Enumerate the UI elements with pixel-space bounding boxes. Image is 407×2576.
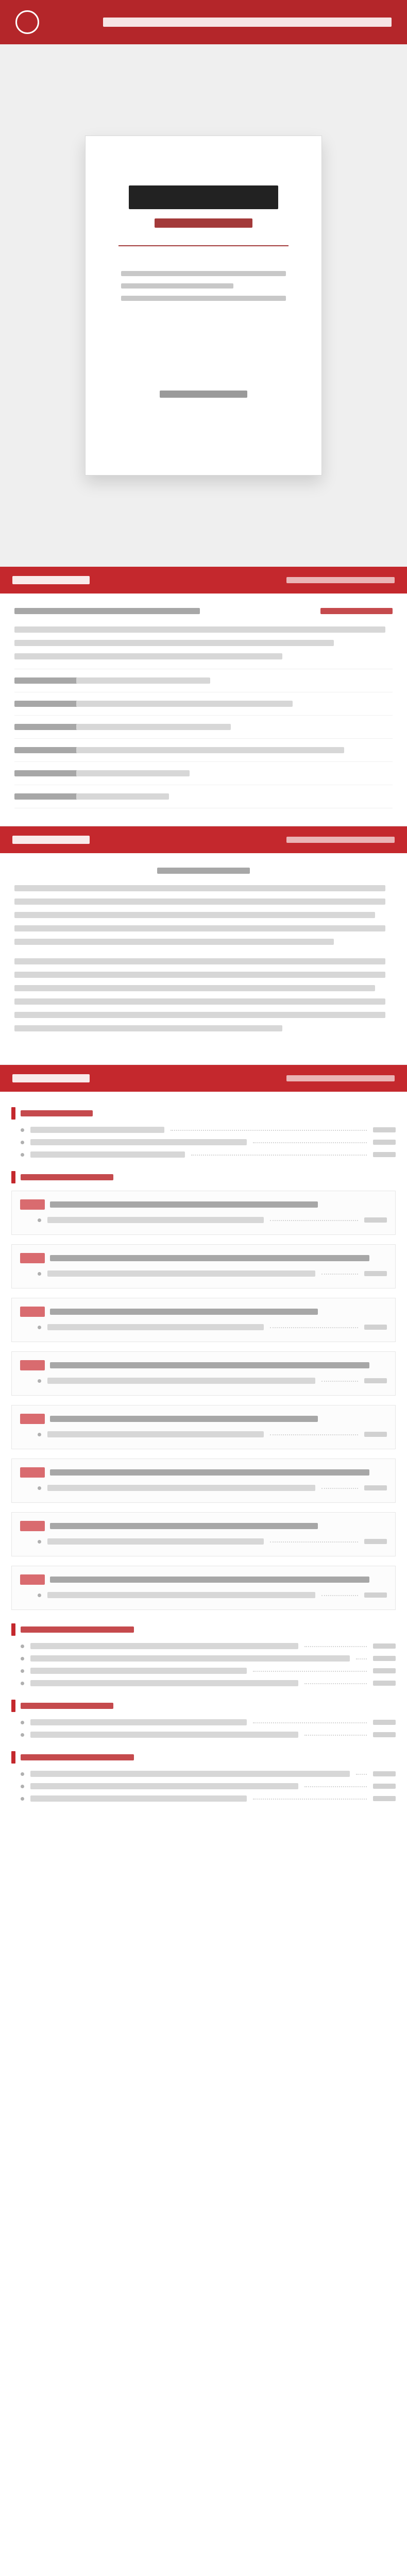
toc-section-title-placeholder [21, 1754, 134, 1760]
toc-page-placeholder [373, 1668, 396, 1673]
case-head [20, 1360, 387, 1370]
bullet-icon [21, 1657, 24, 1660]
bullet-icon [21, 1797, 24, 1801]
toc-page-placeholder [373, 1152, 396, 1157]
info-text-placeholder [14, 626, 385, 633]
toc-item-placeholder [30, 1732, 298, 1738]
case-head [20, 1307, 387, 1317]
case-head [20, 1199, 387, 1210]
toc-row [20, 1538, 387, 1545]
case-badge [20, 1253, 45, 1263]
toc-item-placeholder [30, 1139, 247, 1145]
toc-page-placeholder [373, 1771, 396, 1776]
toc-leader [270, 1327, 358, 1328]
metadata-value [76, 770, 393, 776]
section-title-placeholder [12, 836, 90, 844]
toc-leader [253, 1722, 367, 1723]
info-accent-placeholder [320, 608, 393, 614]
basic-info-content [0, 594, 407, 826]
toc-leader [356, 1774, 367, 1775]
toc-section [11, 1171, 396, 1610]
toc-leader [253, 1799, 367, 1800]
toc-section [11, 1623, 396, 1686]
toc-section [11, 1700, 396, 1738]
bullet-icon [38, 1433, 41, 1436]
case-badge [20, 1199, 45, 1210]
toc-leader [304, 1735, 367, 1736]
section-title-placeholder [12, 1074, 90, 1082]
basic-info-section-header [0, 567, 407, 594]
case-title-placeholder [50, 1255, 369, 1261]
case-badge [20, 1521, 45, 1531]
intro-heading-placeholder [157, 868, 250, 874]
page-bottom-space [11, 1815, 396, 1877]
metadata-row [14, 739, 393, 762]
bullet-icon [38, 1272, 41, 1276]
toc-section-title-placeholder [21, 1110, 93, 1116]
bullet-icon [38, 1379, 41, 1383]
toc-leader [253, 1142, 367, 1143]
toc-item-placeholder [47, 1592, 315, 1598]
bullet-icon [21, 1682, 24, 1685]
case-group [11, 1244, 396, 1289]
toc-item-placeholder [30, 1151, 185, 1158]
toc-row [11, 1719, 396, 1725]
toc-item-placeholder [47, 1485, 315, 1491]
metadata-row [14, 692, 393, 716]
info-text-placeholder [14, 608, 200, 614]
bullet-icon [21, 1669, 24, 1673]
publisher-logo [15, 10, 39, 34]
case-badge [20, 1360, 45, 1370]
contents-section-header [0, 1065, 407, 1092]
table-of-contents [0, 1092, 407, 1897]
case-group [11, 1405, 396, 1449]
header-text-placeholder [103, 18, 392, 27]
toc-leader [270, 1434, 358, 1435]
toc-leader [171, 1130, 367, 1131]
case-head [20, 1253, 387, 1263]
toc-item-placeholder [30, 1127, 164, 1133]
toc-row [11, 1771, 396, 1777]
bullet-icon [21, 1721, 24, 1724]
introduction-content [0, 853, 407, 1065]
case-title-placeholder [50, 1523, 318, 1529]
book-cover [85, 135, 322, 476]
toc-page-placeholder [364, 1592, 387, 1598]
toc-page-placeholder [364, 1217, 387, 1223]
toc-page-placeholder [364, 1539, 387, 1544]
metadata-value [76, 677, 393, 684]
case-badge [20, 1414, 45, 1424]
toc-item-placeholder [47, 1217, 264, 1223]
intro-paragraph [14, 885, 393, 945]
toc-section-title-placeholder [21, 1703, 113, 1709]
toc-row [11, 1139, 396, 1145]
toc-row [20, 1270, 387, 1277]
section-marker [11, 1171, 15, 1183]
toc-item-placeholder [30, 1680, 298, 1686]
section-marker [11, 1700, 15, 1712]
section-side-placeholder [286, 837, 395, 843]
toc-row [11, 1127, 396, 1133]
cover-text-line [121, 271, 286, 276]
toc-page-placeholder [373, 1681, 396, 1686]
toc-item-placeholder [47, 1270, 315, 1277]
bullet-icon [21, 1153, 24, 1157]
toc-row [11, 1668, 396, 1674]
bullet-icon [21, 1772, 24, 1776]
bullet-icon [21, 1141, 24, 1144]
toc-page-placeholder [373, 1732, 396, 1737]
toc-row [11, 1655, 396, 1662]
cover-subtitle-placeholder [155, 218, 252, 228]
book-metadata-table [14, 669, 393, 808]
toc-item-placeholder [30, 1719, 247, 1725]
section-marker [11, 1623, 15, 1636]
section-marker [11, 1751, 15, 1764]
toc-leader [321, 1595, 358, 1596]
metadata-row [14, 762, 393, 785]
case-title-placeholder [50, 1577, 369, 1583]
bullet-icon [38, 1540, 41, 1544]
case-head [20, 1574, 387, 1585]
case-group [11, 1298, 396, 1342]
toc-page-placeholder [373, 1656, 396, 1661]
toc-item-placeholder [47, 1324, 264, 1330]
toc-row [11, 1732, 396, 1738]
toc-row [20, 1324, 387, 1330]
toc-leader [321, 1488, 358, 1489]
section-marker [11, 1107, 15, 1120]
toc-page-placeholder [364, 1432, 387, 1437]
toc-item-placeholder [30, 1643, 298, 1649]
toc-section-title-placeholder [21, 1174, 113, 1180]
toc-item-placeholder [47, 1431, 264, 1437]
bullet-icon [38, 1486, 41, 1490]
toc-leader [253, 1671, 367, 1672]
case-head [20, 1414, 387, 1424]
toc-page-placeholder [373, 1643, 396, 1649]
toc-page-placeholder [373, 1720, 396, 1725]
bullet-icon [38, 1594, 41, 1597]
toc-leader [356, 1658, 367, 1659]
toc-page-placeholder [373, 1140, 396, 1145]
case-title-placeholder [50, 1469, 369, 1476]
case-title-placeholder [50, 1201, 318, 1208]
case-group [11, 1512, 396, 1556]
case-badge [20, 1467, 45, 1478]
toc-page-placeholder [364, 1271, 387, 1276]
metadata-label [14, 747, 76, 753]
toc-row [20, 1485, 387, 1491]
metadata-label [14, 793, 76, 800]
case-group [11, 1566, 396, 1610]
toc-row [11, 1783, 396, 1789]
metadata-label [14, 724, 76, 730]
info-text-placeholder [14, 653, 282, 659]
toc-section-title-placeholder [21, 1626, 134, 1633]
toc-leader [304, 1646, 367, 1647]
section-title-placeholder [12, 576, 90, 584]
metadata-row [14, 716, 393, 739]
toc-item-placeholder [30, 1668, 247, 1674]
bullet-icon [21, 1785, 24, 1788]
toc-row [11, 1795, 396, 1802]
toc-leader [304, 1786, 367, 1787]
cover-divider [118, 245, 289, 246]
case-group [11, 1191, 396, 1235]
toc-page-placeholder [373, 1127, 396, 1132]
intro-paragraph [14, 958, 393, 1031]
case-badge [20, 1307, 45, 1317]
toc-row [20, 1592, 387, 1598]
info-top-row [14, 608, 393, 614]
toc-page-placeholder [373, 1784, 396, 1789]
toc-leader [304, 1683, 367, 1684]
metadata-value [76, 724, 393, 730]
toc-section [11, 1751, 396, 1802]
case-head [20, 1521, 387, 1531]
toc-page-placeholder [373, 1796, 396, 1801]
metadata-label [14, 701, 76, 707]
toc-section-header [11, 1171, 396, 1183]
metadata-row [14, 785, 393, 808]
toc-page-placeholder [364, 1325, 387, 1330]
toc-row [11, 1680, 396, 1686]
toc-item-placeholder [47, 1538, 264, 1545]
info-text-placeholder [14, 640, 334, 646]
toc-page-placeholder [364, 1378, 387, 1383]
toc-item-placeholder [30, 1771, 350, 1777]
bullet-icon [21, 1645, 24, 1648]
case-group [11, 1351, 396, 1396]
case-badge [20, 1574, 45, 1585]
toc-item-placeholder [30, 1655, 350, 1662]
case-title-placeholder [50, 1362, 369, 1368]
cover-text-line [121, 296, 286, 301]
cover-text-block [121, 271, 286, 308]
section-side-placeholder [286, 1075, 395, 1081]
case-head [20, 1467, 387, 1478]
section-side-placeholder [286, 577, 395, 583]
case-title-placeholder [50, 1416, 318, 1422]
toc-section-header [11, 1623, 396, 1636]
toc-row [20, 1431, 387, 1437]
metadata-row [14, 669, 393, 692]
book-cover-area [0, 44, 407, 567]
cover-text-line [121, 283, 233, 289]
publisher-header [0, 0, 407, 44]
metadata-value [76, 747, 393, 753]
toc-section-header [11, 1751, 396, 1764]
toc-row [20, 1217, 387, 1223]
case-group [11, 1459, 396, 1503]
toc-page-placeholder [364, 1485, 387, 1490]
toc-row [11, 1151, 396, 1158]
bullet-icon [38, 1326, 41, 1329]
introduction-section-header [0, 826, 407, 853]
bullet-icon [21, 1733, 24, 1737]
toc-section-header [11, 1700, 396, 1712]
bullet-icon [21, 1128, 24, 1132]
intro-heading-area [14, 868, 393, 874]
toc-section [11, 1107, 396, 1158]
metadata-label [14, 770, 76, 776]
toc-item-placeholder [30, 1795, 247, 1802]
toc-row [20, 1378, 387, 1384]
toc-section-header [11, 1107, 396, 1120]
toc-item-placeholder [47, 1378, 315, 1384]
cover-title-placeholder [129, 185, 278, 209]
toc-row [11, 1643, 396, 1649]
bullet-icon [38, 1218, 41, 1222]
metadata-label [14, 677, 76, 684]
cover-publisher-placeholder [160, 391, 247, 398]
case-title-placeholder [50, 1309, 318, 1315]
toc-leader [270, 1541, 358, 1543]
toc-leader [191, 1155, 367, 1156]
metadata-value [76, 701, 393, 707]
toc-leader [270, 1220, 358, 1221]
toc-leader [321, 1381, 358, 1382]
toc-leader [321, 1274, 358, 1275]
metadata-value [76, 793, 393, 800]
toc-item-placeholder [30, 1783, 298, 1789]
